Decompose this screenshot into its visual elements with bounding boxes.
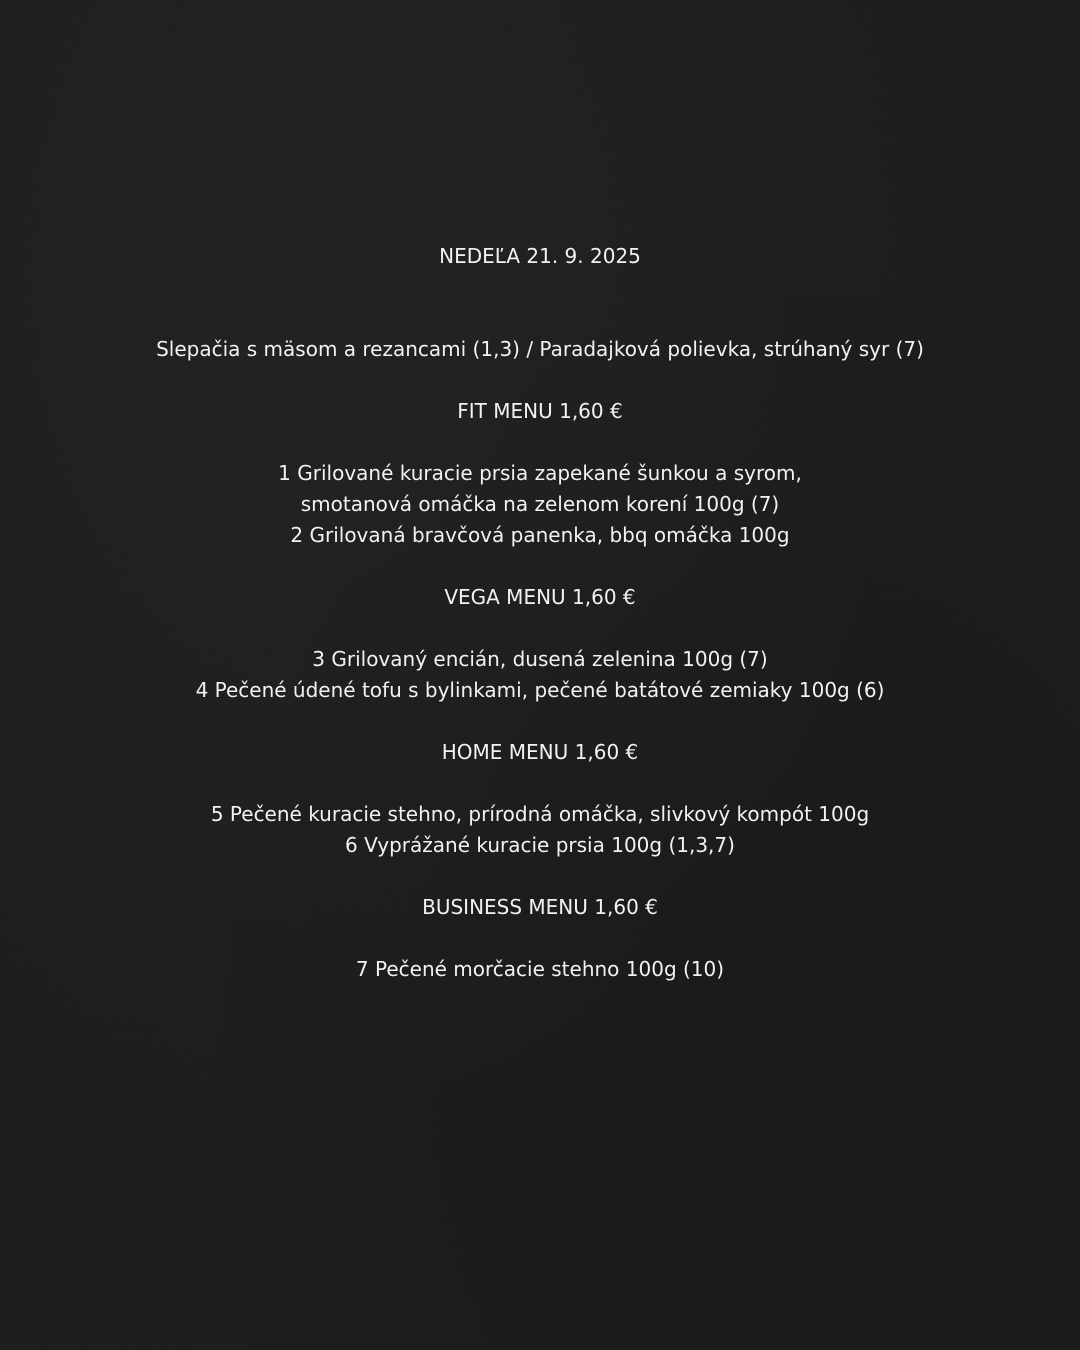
home-menu-item-6: 6 Vyprážané kuracie prsia 100g (1,3,7) (345, 833, 735, 857)
date-heading: NEDEĽA 21. 9. 2025 (439, 244, 641, 268)
home-menu-item-5: 5 Pečené kuracie stehno, prírodná omáčka, slivkový kompót 100g (210, 802, 870, 826)
fit-menu-title: FIT MENU 1,60 € (457, 399, 623, 423)
home-menu-title: HOME MENU 1,60 € (441, 740, 639, 764)
vega-menu-title: VEGA MENU 1,60 € (444, 585, 636, 609)
vega-menu-item-3: 3 Grilovaný encián, dusená zelenina 100g (7) (312, 647, 768, 671)
fit-menu-item-2: 2 Grilovaná bravčová panenka, bbq omáčka 100g (290, 523, 790, 547)
business-menu-title: BUSINESS MENU 1,60 € (422, 895, 658, 919)
fit-menu-item-1: 1 Grilované kuracie prsia zapekané šunkou a syrom, (278, 461, 802, 485)
fit-menu-item-1-cont: smotanová omáčka na zelenom korení 100g (7) (300, 492, 780, 516)
business-menu-item-7: 7 Pečené morčacie stehno 100g (10) (355, 957, 725, 981)
soups-line: Slepačia s mäsom a rezancami (1,3) / Paradajková polievka, strúhaný syr (7) (156, 337, 924, 361)
vega-menu-item-4: 4 Pečené údené tofu s bylinkami, pečené batátové zemiaky 100g (6) (195, 678, 885, 702)
